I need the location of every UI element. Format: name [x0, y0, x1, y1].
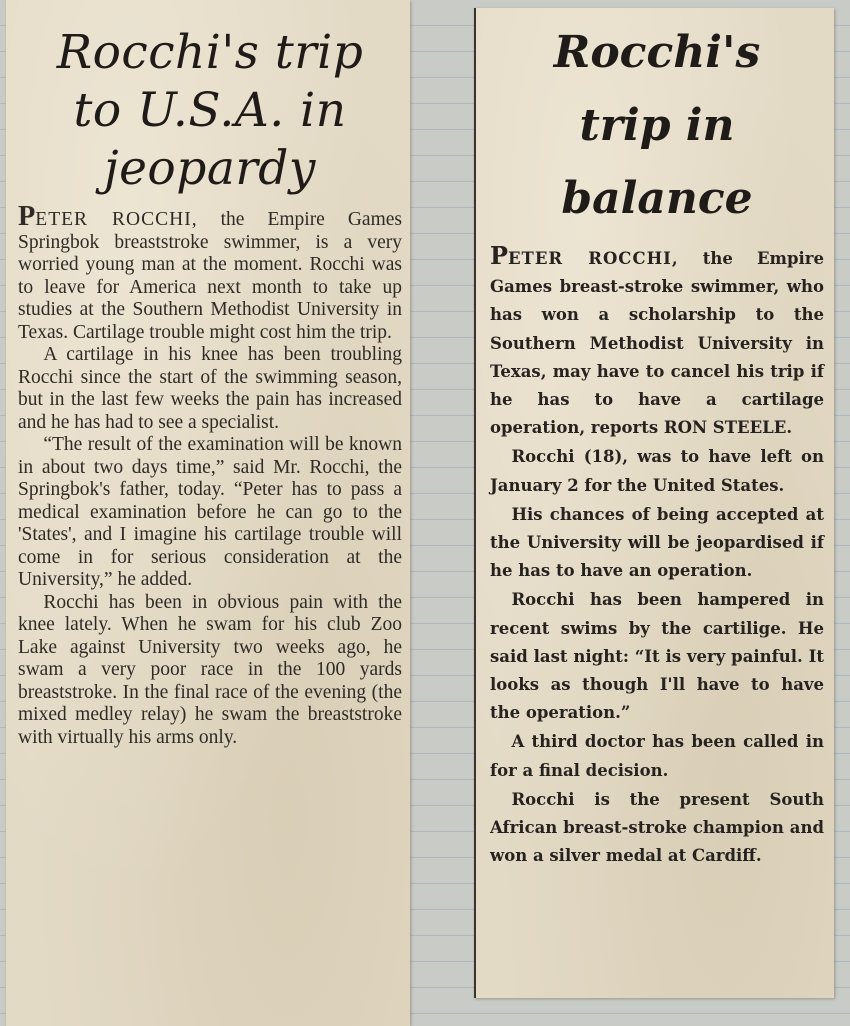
- left-headline-line-1: Rocchi's trip: [56, 25, 364, 80]
- right-lead-initial: P: [490, 242, 508, 270]
- left-newspaper-clipping: [6, 0, 410, 1026]
- right-headline-line-2: trip in: [579, 100, 735, 151]
- right-paragraph-2: Rocchi (18), was to have left on January 2 for the United States.: [490, 447, 824, 495]
- right-newspaper-clipping: [474, 8, 834, 998]
- left-headline: [18, 24, 402, 198]
- right-paragraph-3: His chances of being accepted at the University will be jeopardised if he has to have an operation.: [490, 504, 824, 581]
- left-lead-initial: P: [18, 201, 36, 232]
- right-paragraph-5: A third doctor has been called in for a final decision.: [490, 732, 824, 780]
- left-paragraph-1-text: the Empire Games Springbok breaststroke swimmer, is a very worried young man at the moment. Rocchi was to leave for America next month to take up studies at the Southern Methodist University in Texas. Cartilage trouble might cost him the trip.: [18, 209, 402, 343]
- left-paragraph-2: A cartilage in his knee has been troubling Rocchi since the start of the swimming season, but in the last few weeks the pain has increased and he has had to see a specialist.: [18, 344, 402, 433]
- left-lead-name: ETER ROCCHI,: [35, 209, 198, 230]
- left-paragraph-1: [18, 201, 402, 344]
- left-paragraph-3: “The result of the examination will be known in about two days time,” said Mr. Rocchi, the Springbok's father, today. “Peter has to pass a medical examination before he can go to the 'States', and I imagine his cartilage trouble will come in for serious consideration at the University,” he added.: [18, 434, 402, 590]
- right-paragraph-1: [490, 242, 824, 442]
- right-paragraph-4: Rocchi has been hampered in recent swims by the cartilige. He said last night: “It is very painful. It looks as though I'll have to have the operation.”: [490, 590, 824, 723]
- right-headline-line-3: balance: [561, 173, 753, 224]
- right-article-body: [490, 242, 824, 870]
- left-headline-line-3: jeopardy: [104, 141, 316, 196]
- left-article-body: [18, 201, 402, 749]
- right-paragraph-1-text: the Empire Games breast-stroke swimmer, who has won a scholarship to the Southern Methodist University in Texas, may have to cancel his trip if he has to have a cartilage operation, reports RON STEELE.: [490, 249, 824, 438]
- right-headline-line-1: Rocchi's: [553, 27, 761, 78]
- left-headline-line-2: to U.S.A. in: [73, 83, 347, 138]
- left-paragraph-4: Rocchi has been in obvious pain with the knee lately. When he swam for his club Zoo Lake against University two weeks ago, he swam a very poor race in the 100 yards breaststroke. In the final race of the evening (the mixed medley relay) he swam the breaststroke with virtually his arms only.: [18, 591, 402, 748]
- right-lead-name: ETER ROCCHI,: [507, 249, 679, 268]
- right-paragraph-6: Rocchi is the present South African breast-stroke champion and won a silver medal at Cardiff.: [490, 789, 824, 866]
- right-headline: [490, 16, 824, 235]
